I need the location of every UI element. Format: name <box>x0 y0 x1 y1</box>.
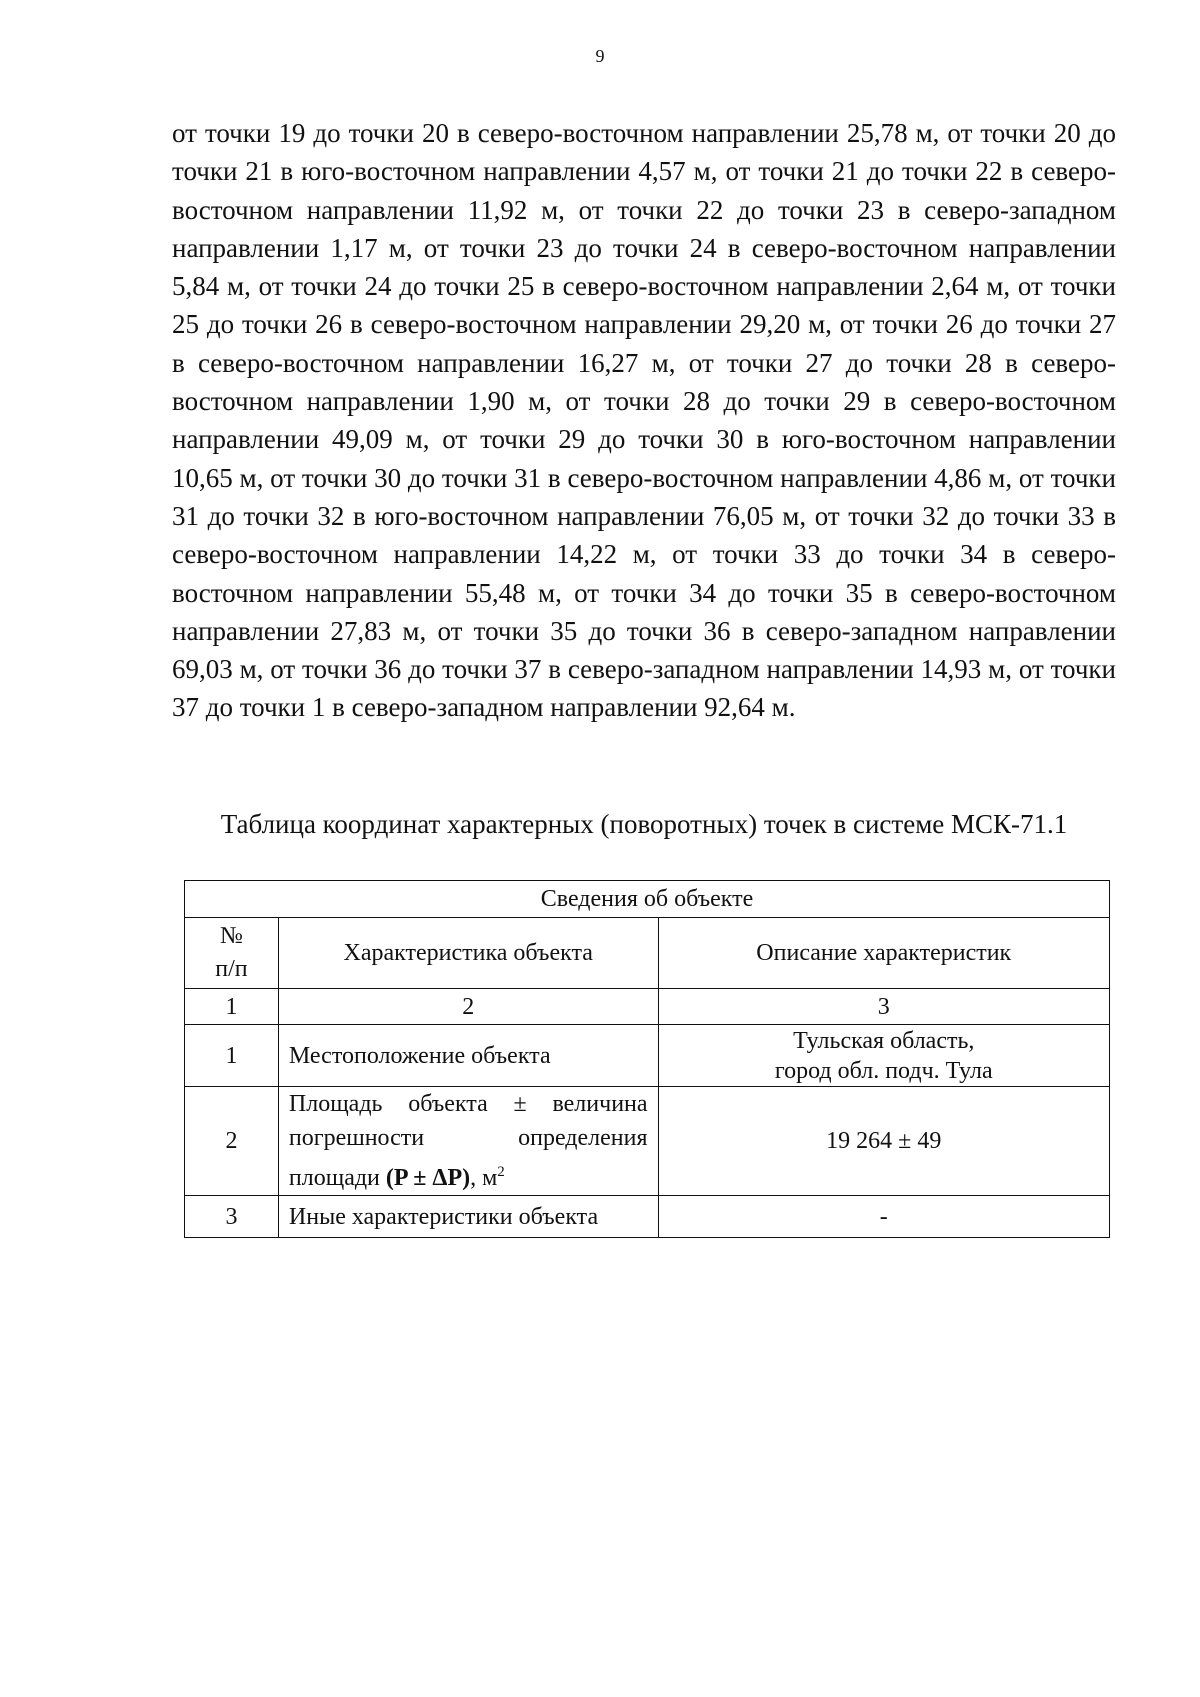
column-number: 1 <box>185 989 279 1025</box>
characteristic-line <box>289 1155 648 1195</box>
row-characteristic <box>278 1087 658 1196</box>
row-characteristic: Местоположение объекта <box>278 1025 658 1087</box>
table-header-row <box>185 918 1110 989</box>
row-description: 19 264 ± 49 <box>658 1087 1109 1196</box>
area-label: площади <box>288 1165 386 1191</box>
header-characteristic: Характеристика объекта <box>278 918 658 989</box>
table-row <box>185 1025 1110 1087</box>
column-number: 2 <box>278 989 658 1025</box>
row-description <box>658 1025 1109 1087</box>
row-number: 1 <box>185 1025 279 1087</box>
table-title: Сведения об объекте <box>185 881 1110 918</box>
characteristic-line: погрешности определения <box>288 1125 648 1151</box>
body-paragraph: от точки 19 до точки 20 в северо-восточном направлении 25,78 м, от точки 20 до точки 21 в юго-восточном направлении 4,57 м, от точки 21 до точки 22 в северо-восточном направлении 11,92 м, от точки 22 до точки 23 в северо-западном направлении 1,17 м, от точки 23 до точки 24 в северо-восточном направлении 5,84 м, от точки 24 до точки 25 в северо-восточном направлении 2,64 м, от точки 25 до точки 26 в северо-восточном направлении 29,20 м, от точки 26 до точки 27 в северо-восточном направлении 16,27 м, от точки 27 до точки 28 в северо-восточном направлении 1,90 м, от точки 28 до точки 29 в северо-восточном направлении 49,09 м, от точки 29 до точки 30 в юго-восточном направлении 10,65 м, от точки 30 до точки 31 в северо-восточном направлении 4,86 м, от точки 31 до точки 32 в юго-восточном направлении 76,05 м, от точки 32 до точки 33 в северо-восточном направлении 14,22 м, от точки 33 до точки 34 в северо-восточном направлении 55,48 м, от точки 34 до точки 35 в северо-восточном направлении 27,83 м, от точки 35 до точки 36 в северо-западном направлении 69,03 м, от точки 36 до точки 37 в северо-западном направлении 14,93 м, от точки 37 до точки 1 в северо-западном направлении 92,64 м. <box>172 118 1116 723</box>
column-number: 3 <box>658 989 1109 1025</box>
header-num-sign: № <box>219 923 243 949</box>
area-unit: , м <box>470 1165 498 1191</box>
row-number: 3 <box>185 1196 279 1238</box>
row-number: 2 <box>185 1087 279 1196</box>
description-line: Тульская область, <box>793 1027 975 1054</box>
header-num-cell <box>185 918 279 989</box>
area-formula: (P ± ΔP) <box>385 1165 471 1191</box>
row-characteristic: Иные характеристики объекта <box>278 1196 658 1238</box>
table-caption: Таблица координат характерных (поворотных) точек в системе МСК-71.1 <box>220 809 1068 839</box>
table-row <box>185 1196 1110 1238</box>
row-description: - <box>658 1196 1109 1238</box>
description-line: город обл. подч. Тула <box>774 1057 993 1084</box>
table-row <box>185 1087 1110 1196</box>
page-number: 9 <box>595 46 605 66</box>
area-unit-exponent: 2 <box>497 1164 505 1180</box>
object-info-table <box>184 880 1110 1238</box>
header-description: Описание характеристик <box>658 918 1109 989</box>
column-number-row <box>185 989 1110 1025</box>
header-num-abbr: п/п <box>215 956 248 982</box>
table-title-row <box>185 881 1110 918</box>
characteristic-line: Площадь объекта ± величина <box>288 1091 648 1117</box>
